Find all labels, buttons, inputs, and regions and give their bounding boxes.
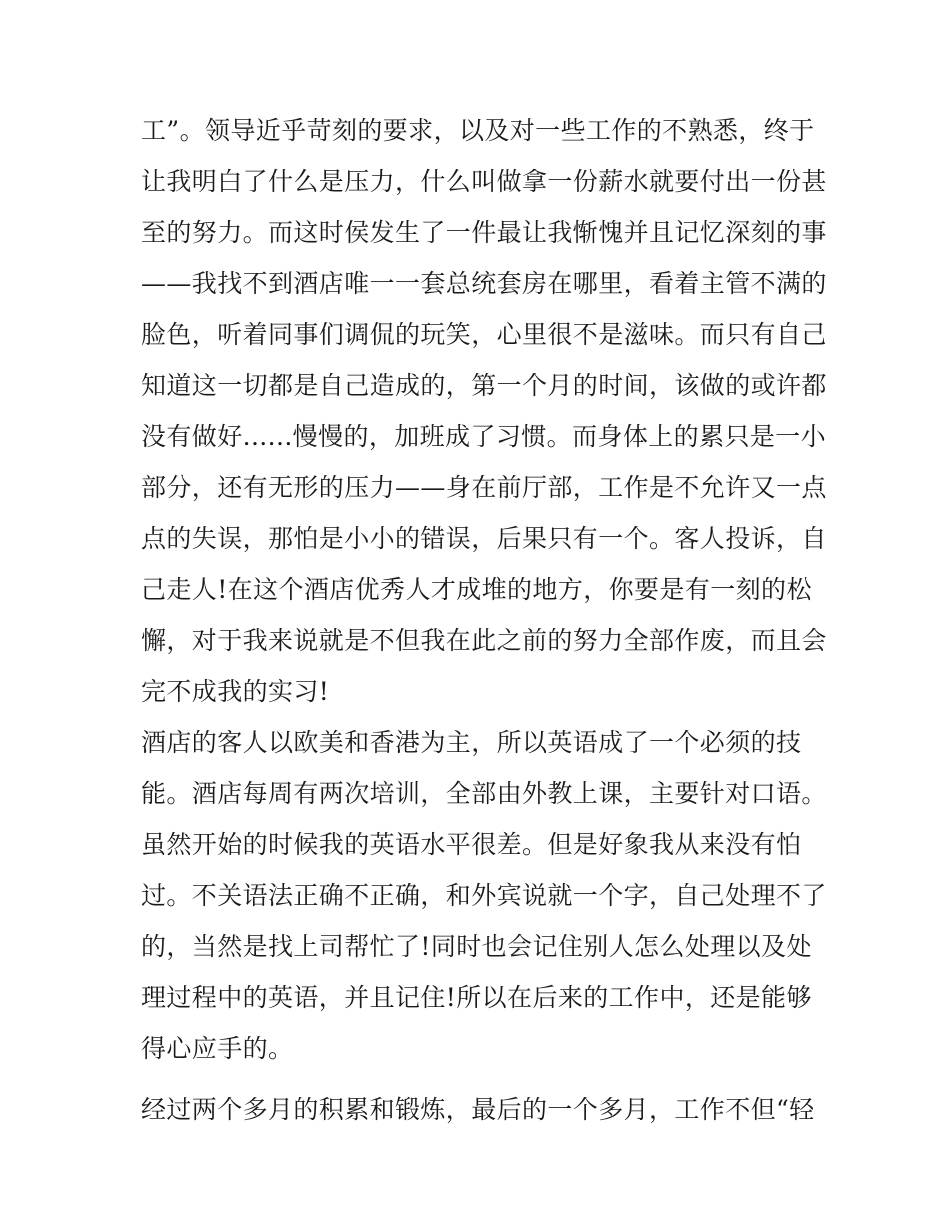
document-body <box>141 105 827 1135</box>
text-line: 酒店的客人以欧美和香港为主，所以英语成了一个必须的技 <box>141 728 802 757</box>
text-line: 得心应手的。 <box>141 1034 294 1063</box>
text-line: 让我明白了什么是压力，什么叫做拿一份薪水就要付出一份甚 <box>141 167 827 196</box>
text-line: 工”。领导近乎苛刻的要求，以及对一些工作的不熟悉，终于 <box>141 116 815 145</box>
paragraph-spacer <box>141 1074 821 1084</box>
text-line: ——我找不到酒店唯一一套总统套房在哪里，看着主管不满的 <box>141 269 827 298</box>
text-line: 经过两个多月的积累和锻炼，最后的一个多月，工作不但“轻 <box>141 1095 815 1124</box>
text-line: 部分，还有无形的压力——身在前厅部，工作是不允许又一点 <box>141 473 827 502</box>
text-line: 虽然开始的时候我的英语水平很差。但是好象我从来没有怕 <box>141 830 802 859</box>
text-line: 己走人!在这个酒店优秀人才成堆的地方，你要是有一刻的松 <box>141 575 812 604</box>
text-line: 能。酒店每周有两次培训，全部由外教上课，主要针对口语。 <box>141 779 827 808</box>
text-line: 至的努力。而这时侯发生了一件最让我惭愧并且记忆深刻的事 <box>141 218 827 247</box>
text-line: 脸色，听着同事们调侃的玩笑，心里很不是滋味。而只有自己 <box>141 320 827 349</box>
text-line: 过。不关语法正确不正确，和外宾说就一个字，自己处理不了 <box>141 881 827 910</box>
text-line: 的，当然是找上司帮忙了!同时也会记住别人怎么处理以及处 <box>141 932 812 961</box>
paragraph-3 <box>141 1084 821 1135</box>
paragraph-1 <box>141 105 827 717</box>
text-line: 知道这一切都是自己造成的，第一个月的时间，该做的或许都 <box>141 371 827 400</box>
text-line: 懈，对于我来说就是不但我在此之前的努力全部作废，而且会 <box>141 626 827 655</box>
paragraph-2 <box>141 717 827 1074</box>
text-line: 理过程中的英语，并且记住!所以在后来的工作中，还是能够 <box>141 983 812 1012</box>
text-line: 点的失误，那怕是小小的错误，后果只有一个。客人投诉，自 <box>141 524 827 553</box>
text-line: 完不成我的实习! <box>141 677 330 706</box>
text-line: 没有做好......慢慢的，加班成了习惯。而身体上的累只是一小 <box>141 422 827 451</box>
